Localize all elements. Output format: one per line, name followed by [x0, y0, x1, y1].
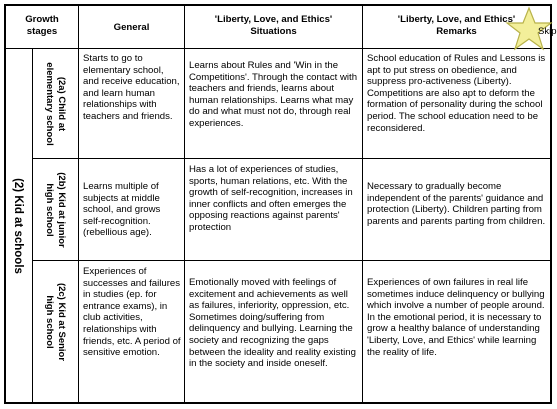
row-2b-situations: Has a lot of experiences of studies, sports, human relations, etc. With the growth of self-recognition, increases in inner conflicts and often emerges the opposing reactions against parents' protection — [189, 164, 353, 233]
row-2a-situations: Learns about Rules and 'Win in the Competitions'. Through the contact with teachers and friends, learns about human relationships. Learns what may do and what must not do, through real experiences. — [189, 60, 358, 129]
row-2b-remarks: Necessary to gradually become independent of the parents' guidance and protection (Liberty). Children parting from parents and parents parting from children. — [367, 181, 546, 227]
growth-stages-table — [4, 4, 552, 404]
row-divider-2 — [32, 260, 552, 261]
row-label-2c: (2c) Kid at Senior high school — [44, 282, 67, 362]
header-situations: 'Liberty, Love, and Ethics' Situations — [214, 14, 333, 37]
col-divider-2 — [78, 4, 79, 404]
row-2c-remarks: Experiences of own failures in real life sometimes induce delinquency or bullying which involve a number of people around. In the emotional period, it is necessary to grow a healthy balance of understanding 'Liberty, Love, and Ethics' while learning the reality of life. — [367, 277, 545, 358]
table-border-top — [4, 4, 552, 6]
col-divider-4 — [362, 4, 363, 404]
row-label-2a: (2a) Child at elementary school — [44, 62, 67, 146]
row-divider-1 — [32, 158, 552, 159]
row-2c-general: Experiences of successes and failures in studies (ep. for entrance exams), in club activities, relationships with friends, etc. A period of sensitive emotion. — [83, 266, 181, 359]
header-divider — [4, 48, 552, 49]
row-2c-situations: Emotionally moved with feelings of excitement and achievements as well as failures, inferiority, oppression, etc. Sometimes doing/suffering from delinquency and bullying. Learning the society and recognizing the gaps between the ideality and reality existing in the society and inside oneself. — [189, 277, 356, 370]
header-general: General — [113, 22, 150, 33]
row-2a-remarks: School education of Rules and Lessons is apt to put stress on obedience, and suppress pro-activeness (Liberty). Competitions are also apt to deform the formation of personality during the school period. The school education need to be reconsidered. — [367, 53, 546, 134]
row-2a-general: Starts to go to elementary school, and receive education, and learn human relationships with teachers and friends. — [83, 53, 180, 122]
row-2b-general: Learns multiple of subjects at middle school, and grows self-recognition. (rebellious age). — [83, 181, 161, 239]
table-border-bottom — [4, 402, 552, 404]
row-label-2b: (2b) Kid at junior high school — [44, 172, 67, 248]
table-border-right — [550, 4, 552, 404]
stage-label-kid-at-schools: (2) Kid at schools — [12, 178, 24, 274]
skip-button[interactable]: Skip — [538, 26, 557, 37]
col-divider-1 — [32, 48, 33, 404]
header-growth-stages: Growth stages — [25, 14, 59, 37]
table-border-left — [4, 4, 6, 404]
col-divider-3 — [184, 4, 185, 404]
header-remarks: 'Liberty, Love, and Ethics' Remarks — [397, 14, 516, 37]
